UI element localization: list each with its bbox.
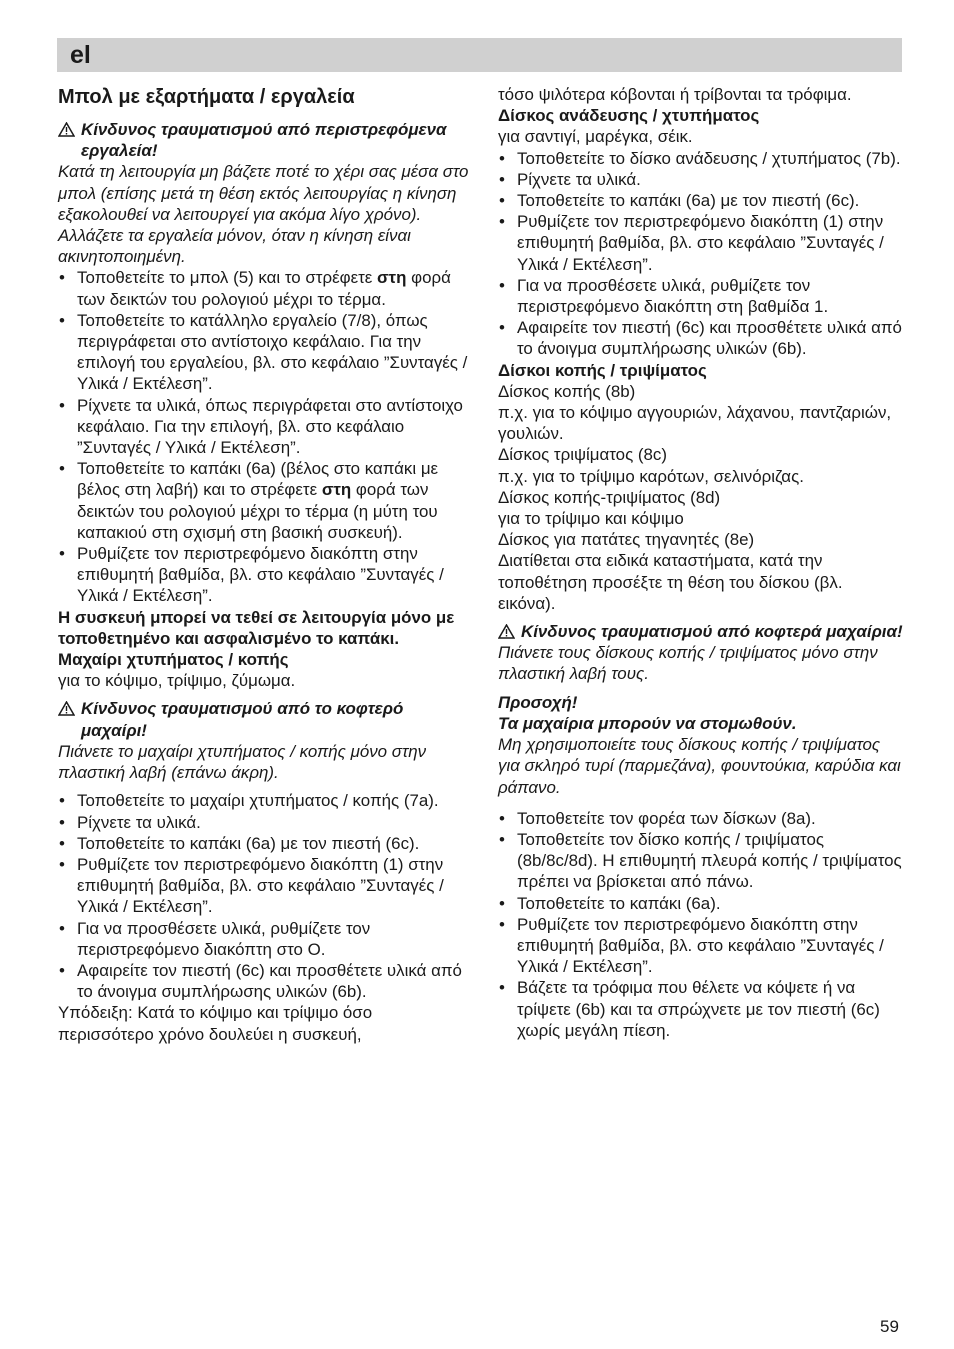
caution-block xyxy=(498,692,904,798)
disc-line: Δίσκος κοπής-τριψίματος (8d) xyxy=(498,487,721,507)
list-item: • Αφαιρείτε τον πιεστή (6c) και προσθέτετε υλικά από το άνοιγμα συμπλήρωσης υλικών (6b). xyxy=(58,960,470,1002)
caution-text: Μη χρησιμοποιείτε τους δίσκους κοπής / τριψίματος για σκληρό τυρί (παρμεζάνα), φουντούκια, καρύδια και ράπανο. xyxy=(498,735,901,797)
warning-block xyxy=(58,698,470,783)
instruction-list xyxy=(498,808,904,1041)
warning-triangle-icon xyxy=(58,701,75,716)
subsection-text: για το κόψιμο, τρίψιμο, ζύμωμα. xyxy=(58,671,296,691)
list-item: • Τοποθετείτε το μαχαίρι χτυπήματος / κοπής (7a). xyxy=(58,790,470,811)
page-number: 59 xyxy=(880,1317,899,1336)
disc-line: π.χ. για το τρίψιμο καρότων, σελινόριζας. xyxy=(498,466,804,486)
list-item: • Τοποθετείτε το καπάκι (6a). xyxy=(498,893,904,914)
list-item: • Για να προσθέσετε υλικά, ρυθμίζετε τον περιστρεφόμενο διακόπτη στη βαθμίδα 1. xyxy=(498,275,904,317)
list-item: • Τοποθετείτε το μπολ (5) και το στρέφετε στη φορά των δεικτών του ρολογιού μέχρι το τέρμα. xyxy=(58,267,470,309)
disc-line: π.χ. για το κόψιμο αγγουριών, λάχανου, παντζαριών, γουλιών. xyxy=(498,403,892,444)
caution-subtitle: Τα μαχαίρια μπορούν να στομωθούν. xyxy=(498,713,797,733)
caution-title: Προσοχή! xyxy=(498,692,578,712)
list-item: • Τοποθετείτε το καπάκι (6a) με τον πιεστή (6c). xyxy=(58,833,470,854)
instruction-list xyxy=(58,790,470,1002)
list-item: • Βάζετε τα τρόφιμα που θέλετε να κόψετε ή να τρίψετε (6b) και τα σπρώχνετε με τον πιεστή (6c) χωρίς μεγάλη πίεση. xyxy=(498,977,904,1041)
list-item: • Ρυθμίζετε τον περιστρεφόμενο διακόπτη στην επιθυμητή βαθμίδα, βλ. στο κεφάλαιο ”Συνταγές / Υλικά / Εκτέλεση”. xyxy=(498,914,904,978)
list-item: • Ρυθμίζετε τον περιστρεφόμενο διακόπτη (1) στην επιθυμητή βαθμίδα, βλ. στο κεφάλαιο ”Συνταγές / Υλικά / Εκτέλεση”. xyxy=(498,211,904,275)
subsection-title: Μαχαίρι χτυπήματος / κοπής xyxy=(58,650,289,670)
right-column xyxy=(498,84,904,1041)
list-item: • Ρυθμίζετε τον περιστρεφόμενο διακόπτη στην επιθυμητή βαθμίδα, βλ. στο κεφάλαιο ”Συνταγές / Υλικά / Εκτέλεση”. xyxy=(58,543,470,607)
list-item: • Τοποθετείτε το καπάκι (6a) με τον πιεστή (6c). xyxy=(498,190,904,211)
subsection-title: Δίσκος ανάδευσης / χτυπήματος xyxy=(498,106,760,126)
warning-text: Πιάνετε το μαχαίρι χτυπήματος / κοπής μόνο στην πλαστική λαβή (επάνω άκρη). xyxy=(58,741,427,783)
disc-line: Δίσκος κοπής (8b) xyxy=(498,381,636,401)
disc-line: Διατίθεται στα ειδικά καταστήματα, κατά την τοποθέτηση προσέξτε τη θέση του δίσκου (βλ. εικόνα). xyxy=(498,551,843,613)
hint-text: Υπόδειξη: Κατά το κόψιμο και τρίψιμο όσο περισσότερο χρόνο δουλεύει η συσκευή, xyxy=(58,1003,373,1044)
warning-text: Κατά τη λειτουργία μη βάζετε ποτέ το χέρι σας μέσα στο μπολ (επίσης μετά τη θέση εκτός λειτουργίας η κίνηση εξακολουθεί να λειτουργεί για ακόμα λίγο χρόνο). xyxy=(58,162,469,224)
disc-line: Δίσκος για πατάτες τηγανητές (8e) xyxy=(498,530,755,550)
warning-triangle-icon xyxy=(498,624,515,639)
disc-line: για το τρίψιμο και κόψιμο xyxy=(498,509,684,529)
list-item: • Ρυθμίζετε τον περιστρεφόμενο διακόπτη (1) στην επιθυμητή βαθμίδα, βλ. στο κεφάλαιο ”Συνταγές / Υλικά / Εκτέλεση”. xyxy=(58,854,470,918)
list-item: • Ρίχνετε τα υλικά, όπως περιγράφεται στο αντίστοιχο κεφάλαιο. Για την επιλογή, βλ. στο κεφάλαιο ”Συνταγές / Υλικά / Εκτέλεση”. xyxy=(58,395,470,459)
bold-note: Η συσκευή μπορεί να τεθεί σε λειτουργία μόνο με τοποθετημένο και ασφαλισμένο το καπάκι. xyxy=(58,607,455,648)
list-item: • Ρίχνετε τα υλικά. xyxy=(498,169,904,190)
list-item: • Για να προσθέσετε υλικά, ρυθμίζετε τον περιστρεφόμενο διακόπτη στο O. xyxy=(58,918,470,960)
list-item: • Τοποθετείτε τον φορέα των δίσκων (8a). xyxy=(498,808,904,829)
warning-title: Κίνδυνος τραυματισμού από κοφτερά μαχαίρια! xyxy=(498,621,904,642)
list-item: • Τοποθετείτε το καπάκι (6a) (βέλος στο καπάκι με βέλος στη λαβή) και το στρέφετε στη φορά των δεικτών του ρολογιού μέχρι το τέρμα (η μύτη του καπακιού στη σχισμή στη βασική συσκευή). xyxy=(58,458,470,543)
language-code: el xyxy=(70,41,91,69)
hint-continuation: τόσο ψιλότερα κόβονται ή τρίβονται τα τρόφιμα. xyxy=(498,85,852,104)
list-item: • Αφαιρείτε τον πιεστή (6c) και προσθέτετε υλικά από το άνοιγμα συμπλήρωσης υλικών (6b). xyxy=(498,317,904,359)
warning-block xyxy=(58,119,470,267)
warning-text: Αλλάζετε τα εργαλεία μόνον, όταν η κίνηση είναι ακινητοποιημένη. xyxy=(58,226,411,267)
subsection-title: Δίσκοι κοπής / τριψίματος xyxy=(498,360,707,380)
subsection-text: για σαντιγί, μαρέγκα, σέικ. xyxy=(498,127,693,147)
section-title: Μπολ με εξαρτήματα / εργαλεία xyxy=(58,86,355,108)
left-column xyxy=(58,84,470,1045)
list-item: • Ρίχνετε τα υλικά. xyxy=(58,812,470,833)
instruction-list xyxy=(498,148,904,360)
warning-triangle-icon xyxy=(58,122,75,137)
list-item: • Τοποθετείτε το κατάλληλο εργαλείο (7/8), όπως περιγράφεται στο αντίστοιχο κεφάλαιο. Για την επιλογή του εργαλείου, βλ. στο κεφάλαιο ”Συνταγές / Υλικά / Εκτέλεση”. xyxy=(58,310,470,395)
warning-text: Πιάνετε τους δίσκους κοπής / τριψίματος μόνο στην πλαστική λαβή τους. xyxy=(498,643,878,684)
instruction-list xyxy=(58,267,470,606)
language-tab-bar xyxy=(57,38,902,72)
disc-line: Δίσκος τριψίματος (8c) xyxy=(498,445,667,465)
list-item: • Τοποθετείτε το δίσκο ανάδευσης / χτυπήματος (7b). xyxy=(498,148,904,169)
list-item: • Τοποθετείτε τον δίσκο κοπής / τριψίματος (8b/8c/8d). Η επιθυμητή πλευρά κοπής / τριψίματος πρέπει να βρίσκεται από πάνω. xyxy=(498,829,904,893)
warning-title: Κίνδυνος τραυματισμού από το κοφτερό μαχαίρι! xyxy=(58,698,470,740)
warning-block xyxy=(498,621,904,685)
warning-title: Κίνδυνος τραυματισμού από περιστρεφόμενα εργαλεία! xyxy=(58,119,470,161)
